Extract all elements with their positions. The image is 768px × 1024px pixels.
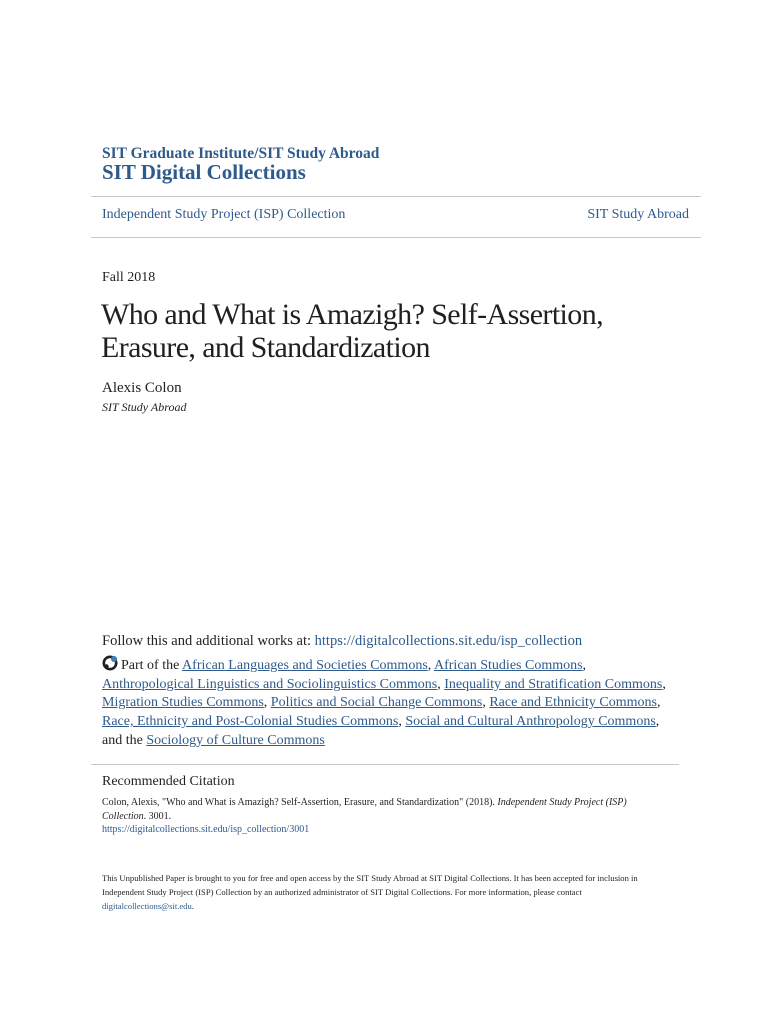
part-of-line-4 [102,713,682,732]
author-affiliation: SIT Study Abroad [102,400,187,414]
part-of-line-5 [102,732,682,751]
part-of-line-1 [102,655,682,676]
recommended-citation-heading: Recommended Citation [102,774,235,789]
follow-url-link[interactable]: https://digitalcollections.sit.edu/isp_collection [314,633,583,649]
part-of-line-3 [102,694,682,713]
citation-number: . 3001. [143,810,172,822]
part-of-and-the: and the [102,732,147,748]
commons-link-african-languages[interactable]: African Languages and Societies Commons [182,658,428,673]
access-notice [102,871,672,913]
header-divider-bottom [91,237,701,238]
commons-link-inequality-stratification[interactable]: Inequality and Stratification Commons [444,676,663,692]
citation-text: Colon, Alexis, "Who and What is Amazigh? Self-Assertion, Erasure, and Standardization" (2018). [102,797,498,808]
commons-network-icon [102,655,120,671]
nav-program-link[interactable]: SIT Study Abroad [587,207,689,222]
commons-link-race-ethnicity[interactable]: Race and Ethnicity Commons [489,695,657,711]
publication-date: Fall 2018 [102,270,156,285]
citation-series: Independent Study Project (ISP) Collection [102,797,627,822]
commons-separator: , [655,714,660,730]
commons-link-politics-social-change[interactable]: Politics and Social Change Commons [270,695,483,711]
author-name[interactable]: Alexis Colon [102,380,182,396]
part-of-line-2 [102,676,682,695]
citation-block [102,796,662,837]
notice-text: This Unpublished Paper is brought to you for free and open access by the SIT Study Abroad at SIT Digital Collections. It has been accepted for inclusion in Independent Study Project (ISP) Collection by an authorized administrator of SIT Digital Collections. For more information, please contact [102,873,638,897]
paper-title-line-2: Erasure, and Standardization [101,331,430,364]
commons-separator: , [398,714,402,730]
institution-link[interactable]: SIT Graduate Institute/SIT Study Abroad [102,145,380,162]
header-divider-top [91,196,701,197]
notice-end: . [191,901,194,911]
part-of-prefix: Part of the [121,658,183,673]
nav-collection-link[interactable]: Independent Study Project (ISP) Collection [102,207,346,222]
commons-separator: , [582,658,587,673]
commons-link-african-studies[interactable]: African Studies Commons [434,658,583,673]
part-of-commons [102,655,682,751]
follow-line [102,633,582,650]
commons-separator: , [656,695,661,711]
commons-link-migration-studies[interactable]: Migration Studies Commons [102,695,264,711]
paper-title [101,298,661,364]
citation-divider [91,764,679,765]
commons-link-anthropological-linguistics[interactable]: Anthropological Linguistics and Sociolinguistics Commons [102,676,438,692]
commons-separator: , [263,695,268,711]
collection-site-link[interactable]: SIT Digital Collections [102,160,306,184]
commons-separator: , [427,658,432,673]
commons-link-post-colonial-studies[interactable]: Race, Ethnicity and Post-Colonial Studies Commons [102,714,399,730]
commons-link-sociology-of-culture[interactable]: Sociology of Culture Commons [146,732,325,748]
citation-url-link[interactable]: https://digitalcollections.sit.edu/isp_collection/3001 [102,824,310,835]
paper-title-line-1: Who and What is Amazigh? Self-Assertion, [101,298,603,331]
contact-email-link[interactable]: digitalcollections@sit.edu [102,901,192,911]
follow-label: Follow this and additional works at: [102,633,315,649]
commons-separator: , [662,676,666,692]
commons-separator: , [482,695,486,711]
commons-link-social-cultural-anthropology[interactable]: Social and Cultural Anthropology Commons [405,714,656,730]
commons-separator: , [437,676,441,692]
